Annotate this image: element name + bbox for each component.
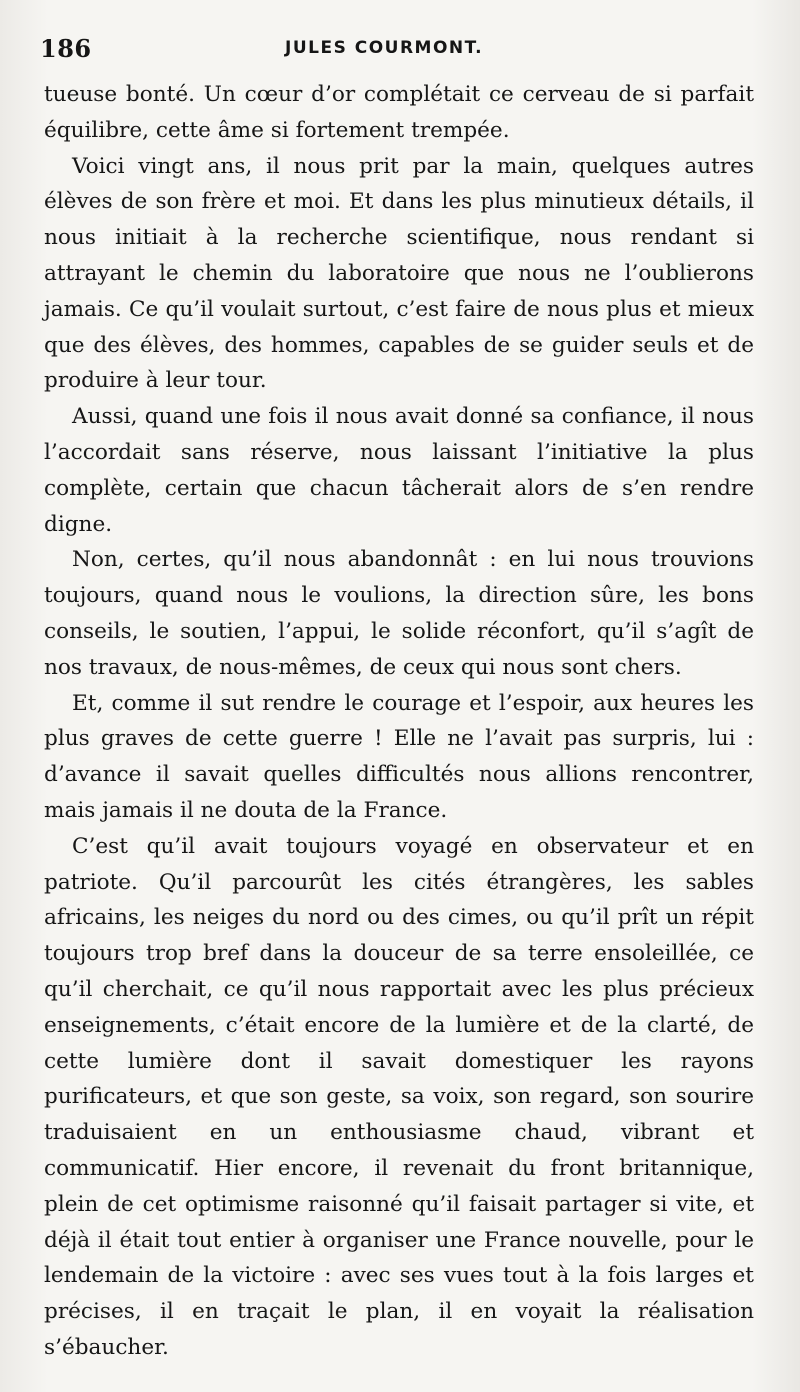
running-head: JULES COURMONT.	[285, 38, 484, 58]
paragraph: Aussi, quand une fois il nous avait donné sa confiance, il nous l’accordait sans réserve, nous laissant l’initiative la plus complète, certain que chacun tâcherait alors de s’en rendre digne.	[44, 404, 754, 537]
paragraph: Et, comme il sut rendre le courage et l’espoir, aux heures les plus graves de cette guerre ! Elle ne l’avait pas surpris, lui : d’avance il savait quelles difficultés nous allions rencontrer, mais jamais il ne douta de la France.	[44, 690, 754, 823]
page-number: 186	[40, 34, 92, 63]
paragraph: Voici vingt ans, il nous prit par la main, quelques autres élèves de son frère et moi. Et dans les plus minutieux détails, il nous initiait à la recherche scientifique, nous rendant si attrayant le chemin du laboratoire que nous ne l’oublierons jamais. Ce qu’il voulait surtout, c’est faire de nous plus et mieux que des élèves, des hommes, capables de se guider seuls et de produire à leur tour.	[44, 153, 754, 394]
body-text	[44, 77, 754, 1366]
paragraph: tueuse bonté. Un cœur d’or complétait ce cerveau de si parfait équilibre, cette âme si fortement trempée.	[44, 82, 754, 143]
paragraph: Non, certes, qu’il nous abandonnât : en lui nous trouvions toujours, quand nous le voulions, la direction sûre, les bons conseils, le soutien, l’appui, le solide réconfort, qu’il s’agît de nos travaux, de nous-mêmes, de ceux qui nous sont chers.	[44, 547, 754, 680]
paragraph: C’est qu’il avait toujours voyagé en observateur et en patriote. Qu’il parcourût les cités étrangères, les sables africains, les neiges du nord ou des cimes, ou qu’il prît un répit toujours trop bref dans la douceur de sa terre ensoleillée, ce qu’il cherchait, ce qu’il nous rapportait avec les plus précieux enseignements, c’était encore de la lumière et de la clarté, de cette lumière dont il savait domestiquer les rayons purificateurs, et que son geste, sa voix, son regard, son sourire traduisaient en un enthousiasme chaud, vibrant et communicatif. Hier encore, il revenait du front britannique, plein de cet optimisme raisonné qu’il faisait partager si vite, et déjà il était tout entier à organiser une France nouvelle, pour le lendemain de la victoire : avec ses vues tout à la fois larges et précises, il en traçait le plan, il en voyait la réalisation s’ébaucher.	[44, 833, 754, 1360]
page-header	[40, 34, 752, 70]
